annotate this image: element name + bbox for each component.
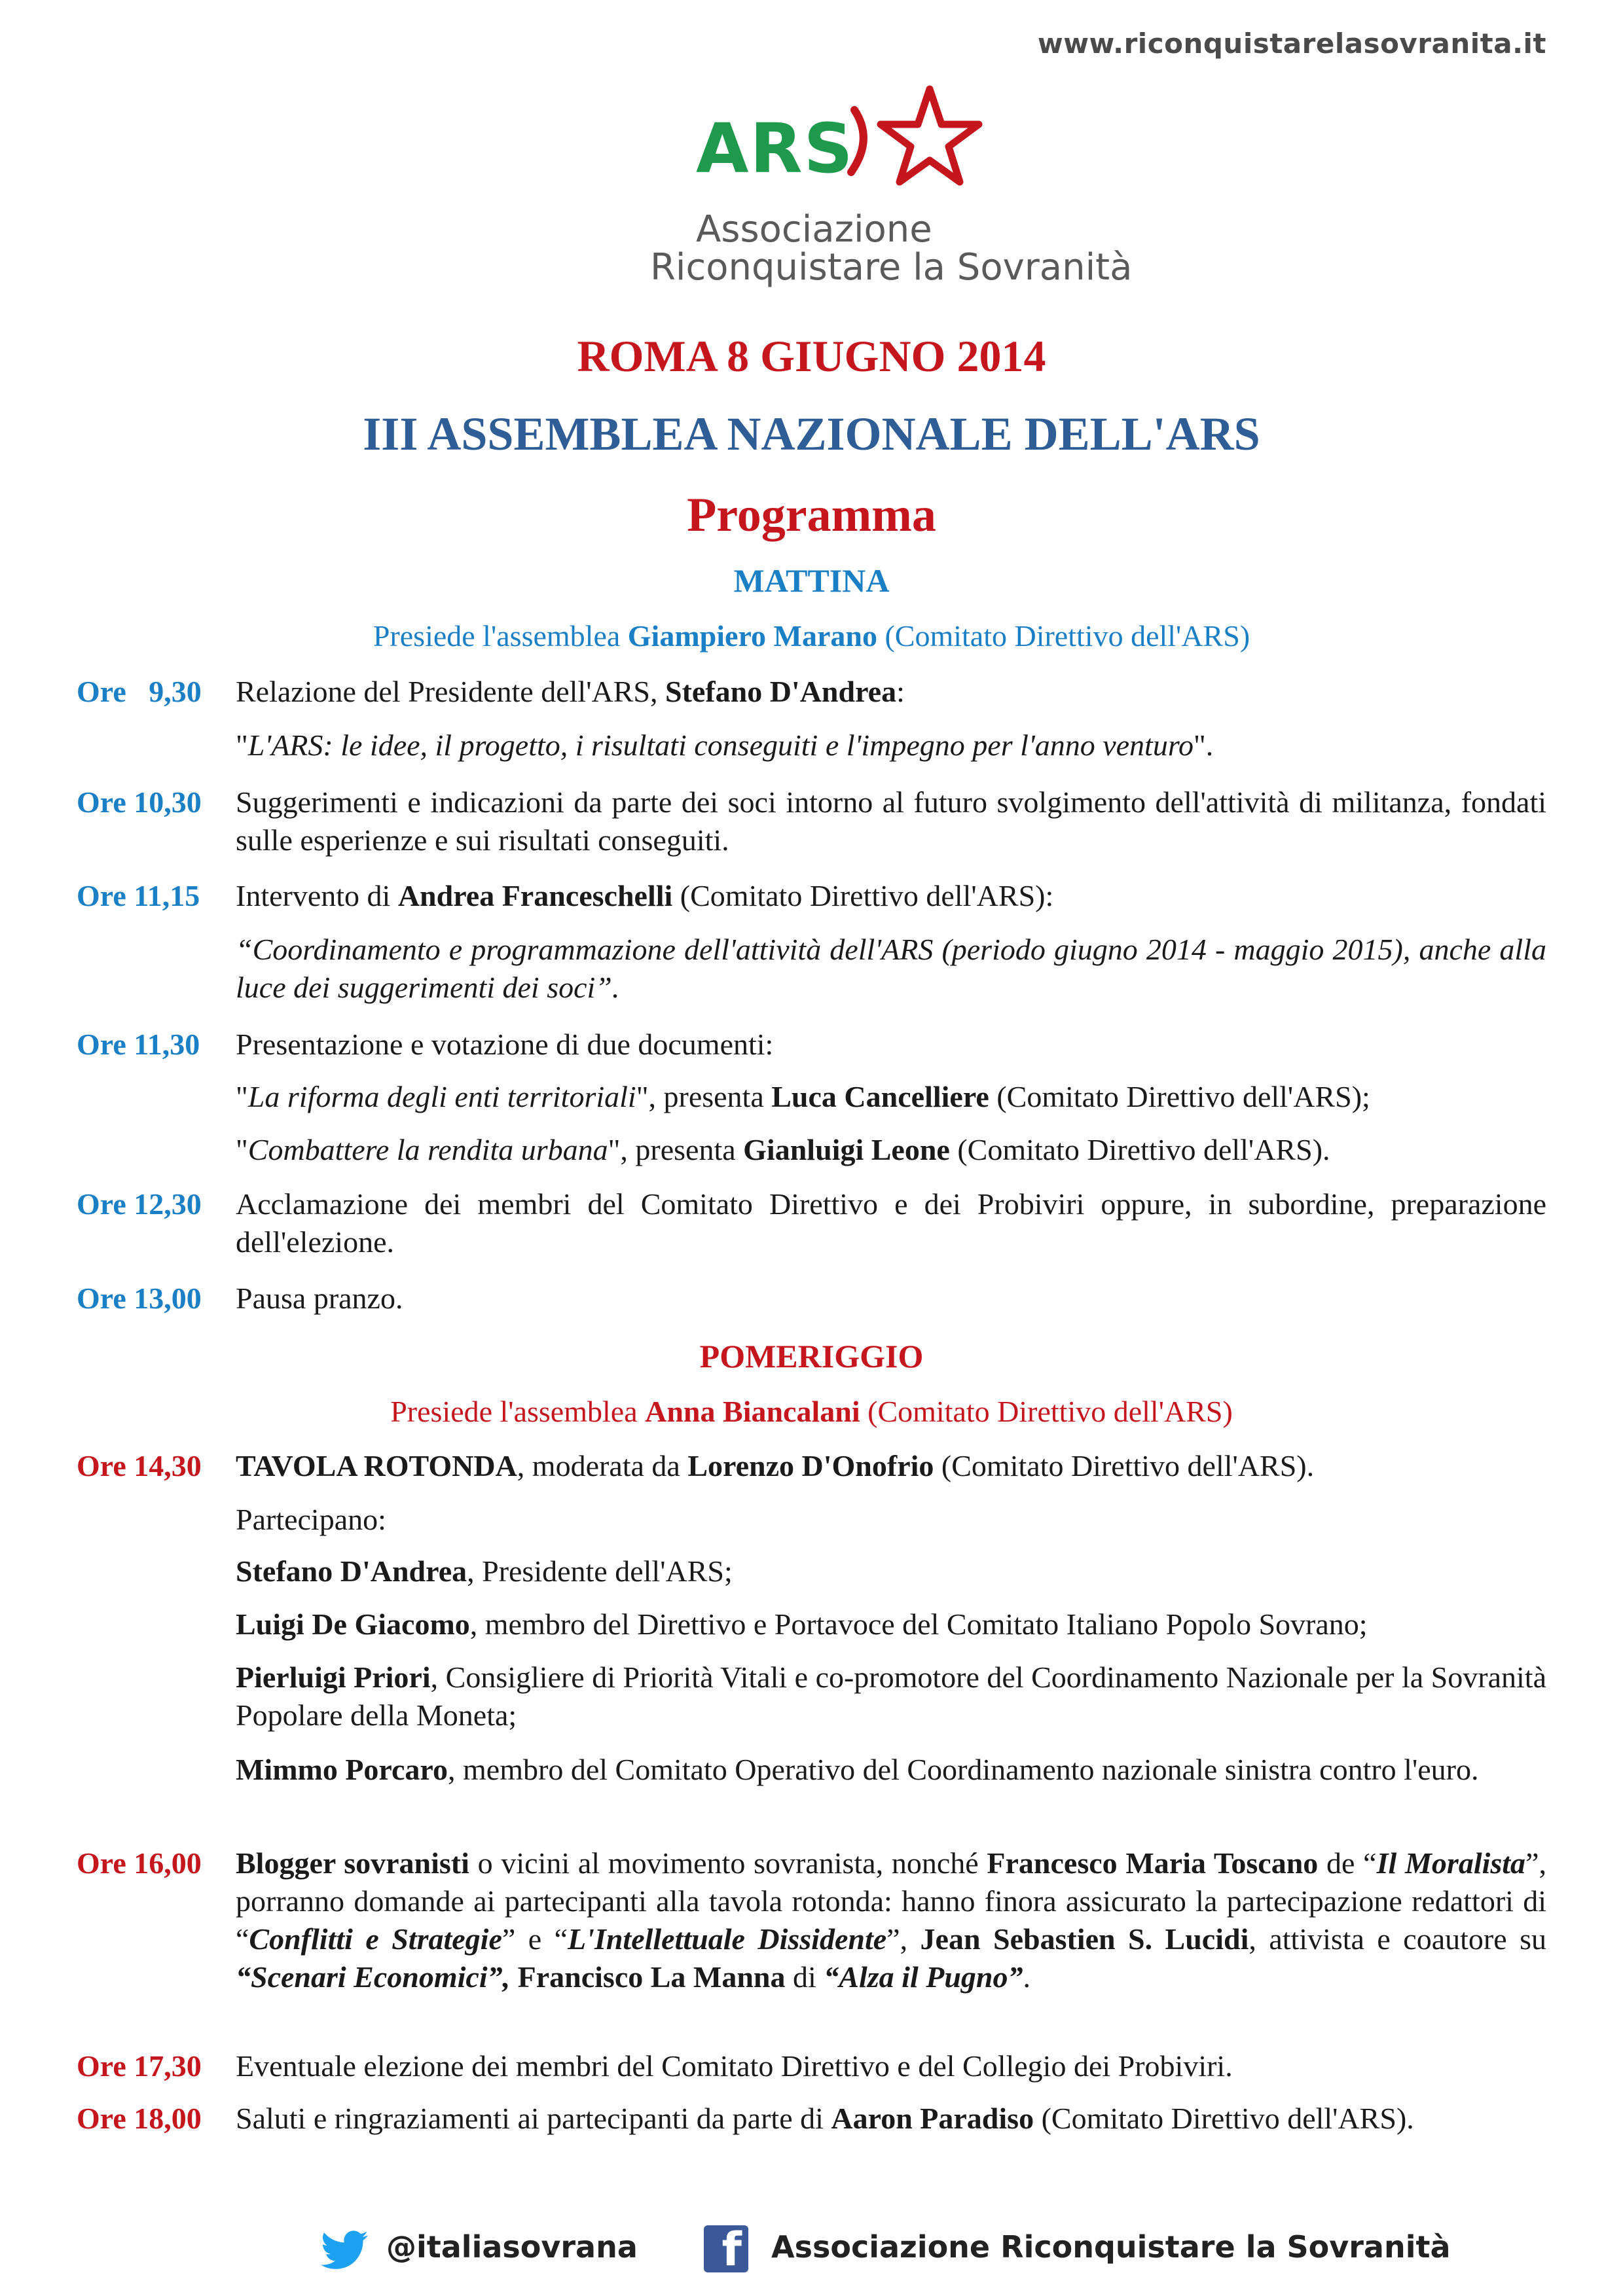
document-1: "La riforma degli enti territoriali", presenta Luca Cancelliere (Comitato Direttivo dell'ARS);	[236, 1080, 1370, 1113]
twitter-bird-icon[interactable]	[321, 2231, 368, 2270]
item-text: Relazione del Presidente dell'ARS, Stefano D'Andrea:	[236, 675, 905, 708]
item-time: Ore 17,30	[77, 2049, 202, 2083]
red-star-icon	[835, 84, 985, 195]
event-date: ROMA 8 GIUGNO 2014	[577, 331, 1046, 381]
program-heading: Programma	[687, 488, 936, 542]
item-text: Presentazione e votazione di due documenti:	[236, 1028, 774, 1061]
twitter-handle-link[interactable]: @italiasovrana	[386, 2229, 638, 2265]
item-quote: "L'ARS: le idee, il progetto, i risultati conseguiti e l'impegno per l'anno venturo".	[236, 728, 1214, 762]
participants-label: Partecipano:	[236, 1503, 386, 1536]
participant-item: Mimmo Porcaro, membro del Comitato Operativo del Coordinamento nazionale sinistra contro l'euro.	[236, 1753, 1479, 1786]
item-time: Ore 11,15	[77, 879, 200, 912]
morning-chair-name: Giampiero Marano	[627, 619, 877, 653]
logo-line-riconquistare: Riconquistare la Sovranità	[650, 246, 1133, 289]
item-quote: “Coordinamento e programmazione dell'attività dell'ARS (periodo giugno 2014 - maggio 2015), anche alla luce dei suggerimenti dei soci”.	[236, 933, 1546, 1004]
item-time: Ore 11,30	[77, 1028, 200, 1061]
footer	[0, 2225, 1623, 2278]
item-time: Ore 16,00	[77, 1846, 202, 1880]
item-time: Ore 9,30	[77, 675, 202, 708]
participant-item: Stefano D'Andrea, Presidente dell'ARS;	[236, 1554, 733, 1588]
facebook-icon[interactable]: f	[704, 2225, 748, 2272]
item-time: Ore 12,30	[77, 1187, 202, 1221]
item-text: Blogger sovranisti o vicini al movimento sovranista, nonché Francesco Maria Toscano de “Il Moralista”, porranno domande ai partecipanti alla tavola rotonda: hanno finora assicurato la partecipazione redattori di “Conflitti e Strategie” e “L'Intellettuale Dissidente”, Jean Sebastien S. Lucidi, attivista e coautore su “Scenari Economici”, Francisco La Manna di “Alza il Pugno”.	[236, 1846, 1546, 1994]
afternoon-chair: Presiede l'assemblea Anna Biancalani (Comitato Direttivo dell'ARS)	[390, 1395, 1233, 1428]
schedule-item-1030	[77, 783, 1546, 862]
participant-item: Luigi De Giacomo, membro del Direttivo e Portavoce del Comitato Italiano Popolo Sovrano;	[236, 1607, 1368, 1641]
item-time: Ore 13,00	[77, 1282, 202, 1315]
logo-line-associazione: Associazione	[696, 208, 932, 251]
event-title: III ASSEMBLEA NAZIONALE DELL'ARS	[363, 408, 1260, 460]
facebook-page-link[interactable]: Associazione Riconquistare la Sovranità	[771, 2229, 1451, 2265]
item-text: Intervento di Andrea Franceschelli (Comitato Direttivo dell'ARS):	[236, 879, 1054, 912]
ars-logo	[0, 84, 1623, 293]
item-text: Pausa pranzo.	[236, 1282, 403, 1315]
site-url-link[interactable]: www.riconquistarelasovranita.it	[1037, 27, 1546, 60]
morning-chair: Presiede l'assemblea Giampiero Marano (Comitato Direttivo dell'ARS)	[373, 619, 1250, 653]
afternoon-heading: POMERIGGIO	[699, 1338, 924, 1374]
item-text: TAVOLA ROTONDA, moderata da Lorenzo D'Onofrio (Comitato Direttivo dell'ARS).	[236, 1449, 1315, 1482]
item-time: Ore 10,30	[77, 785, 202, 819]
item-time: Ore 18,00	[77, 2102, 202, 2135]
morning-heading: MATTINA	[733, 562, 890, 599]
item-text: Saluti e ringraziamenti ai partecipanti da parte di Aaron Paradiso (Comitato Direttivo dell'ARS).	[236, 2102, 1414, 2135]
logo-acronym: ARS	[696, 109, 854, 188]
participant-item: Pierluigi Priori, Consigliere di Priorità Vitali e co-promotore del Coordinamento Nazionale per la Sovranità Popolare della Moneta;	[236, 1660, 1546, 1732]
item-text: Suggerimenti e indicazioni da parte dei soci intorno al futuro svolgimento dell'attività di militanza, fondati sulle esperienze e sui risultati conseguiti.	[236, 785, 1546, 857]
item-time: Ore 14,30	[77, 1449, 202, 1482]
item-text: Eventuale elezione dei membri del Comitato Direttivo e del Collegio dei Probiviri.	[236, 2049, 1233, 2083]
document-2: "Combattere la rendita urbana", presenta Gianluigi Leone (Comitato Direttivo dell'ARS).	[236, 1133, 1330, 1166]
afternoon-chair-name: Anna Biancalani	[645, 1395, 860, 1428]
item-text: Acclamazione dei membri del Comitato Direttivo e dei Probiviri oppure, in subordine, preparazione dell'elezione.	[236, 1187, 1546, 1259]
